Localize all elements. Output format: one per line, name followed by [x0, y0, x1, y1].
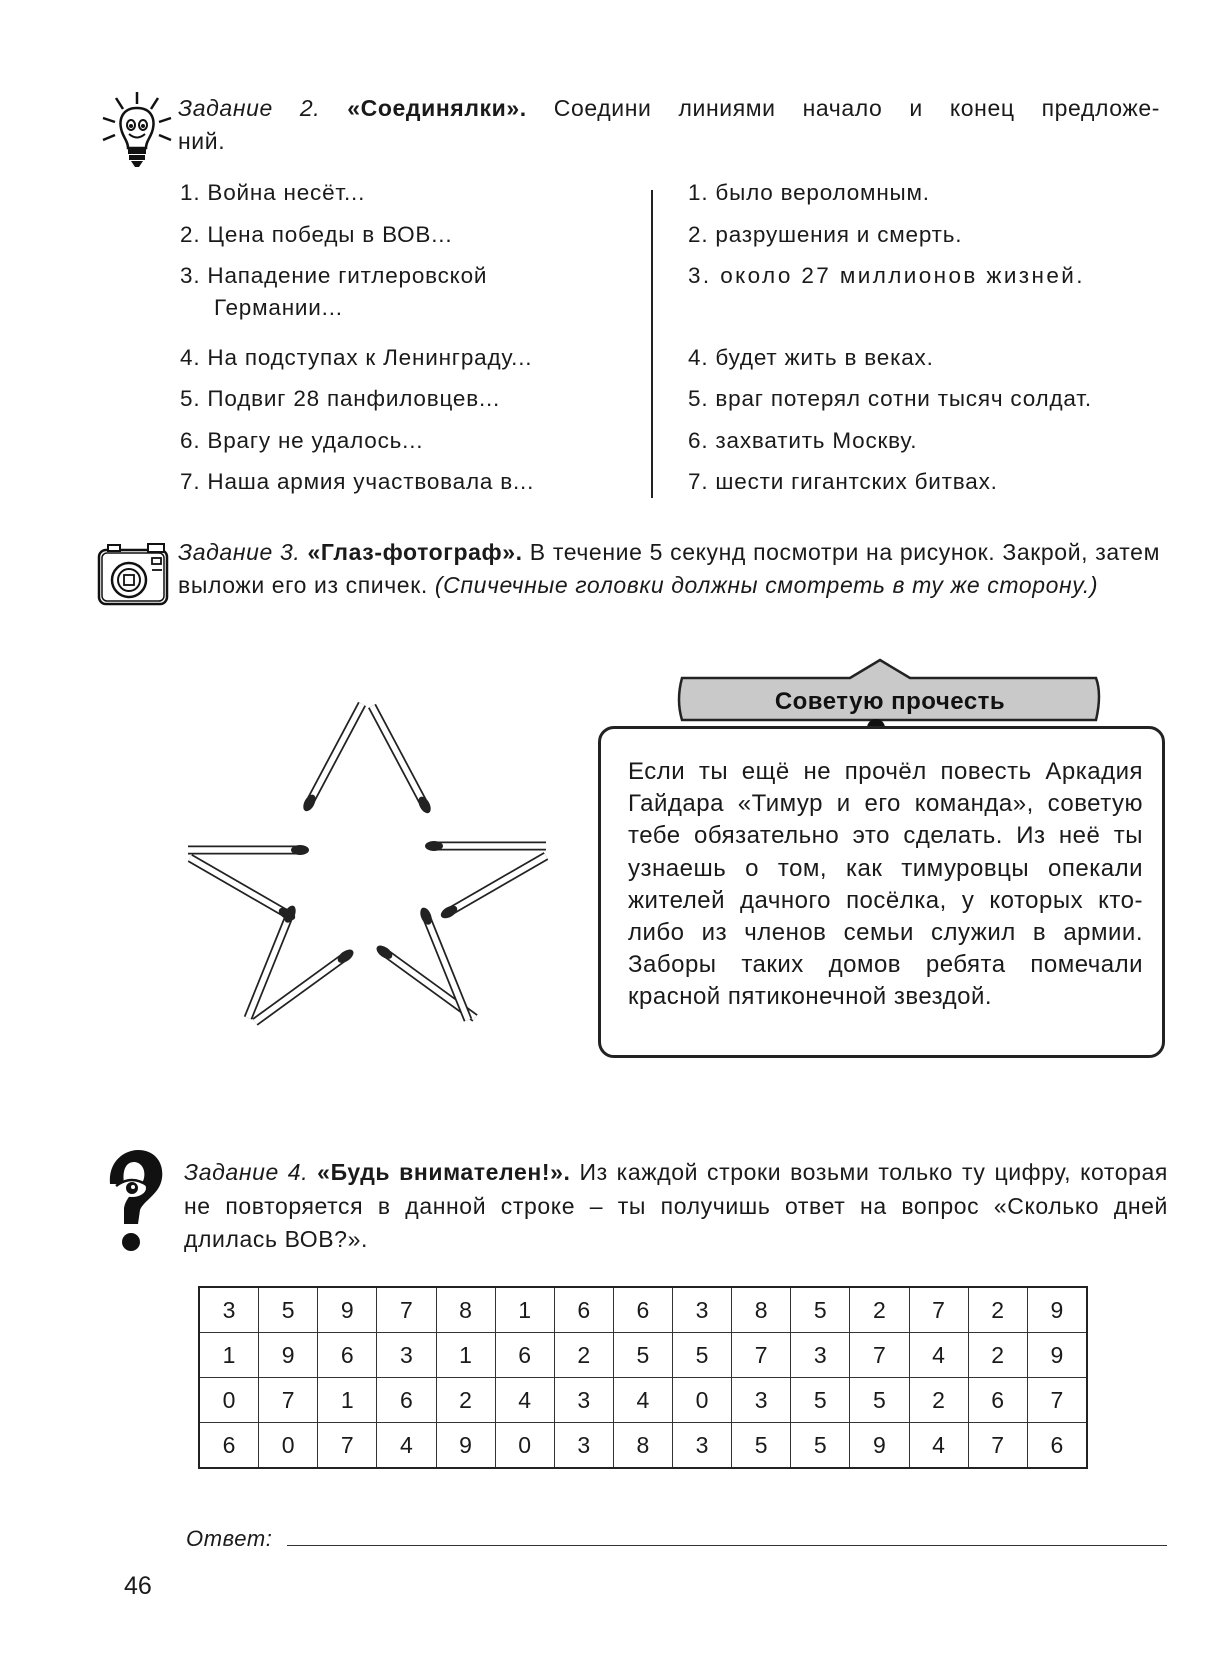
task4-title: «Будь внимателен!». — [317, 1159, 571, 1185]
grid-cell[interactable]: 7 — [968, 1423, 1027, 1469]
left-item-text: 4. На подступах к Ленинграду... — [180, 345, 533, 370]
grid-cell[interactable]: 7 — [850, 1333, 909, 1378]
grid-cell[interactable]: 2 — [554, 1333, 613, 1378]
grid-cell[interactable]: 3 — [673, 1423, 732, 1469]
task4-intro — [184, 1156, 1168, 1257]
grid-cell[interactable]: 2 — [436, 1378, 495, 1423]
advice-text: Если ты ещё не прочёл повесть Аркадия Гайдара «Тимур и его команда», советую тебе обязательно это сделать. Из неё ты узнаешь о том, как тимуровцы опекали жителей дачного посёлка, у которых кто-либо из членов семьи служил в армии. Заборы таких домов ребята помечали красной пятиконечной звездой. — [628, 758, 1143, 1011]
left-item-5[interactable] — [180, 383, 500, 415]
camera-icon — [96, 540, 172, 610]
grid-cell[interactable]: 8 — [613, 1423, 672, 1469]
grid-cell[interactable]: 2 — [968, 1333, 1027, 1378]
grid-cell[interactable]: 8 — [732, 1287, 791, 1333]
grid-cell[interactable]: 6 — [1027, 1423, 1087, 1469]
match-4 — [425, 841, 546, 851]
left-item-text: 6. Врагу не удалось... — [180, 428, 424, 453]
right-item-2[interactable]: 2. разрушения и смерть. — [688, 222, 963, 247]
grid-cell[interactable]: 6 — [495, 1333, 554, 1378]
grid-row — [199, 1378, 1087, 1423]
answer-line[interactable] — [287, 1545, 1167, 1546]
grid-cell[interactable]: 1 — [318, 1378, 377, 1423]
left-item-text: 7. Наша армия участвовала в... — [180, 469, 535, 494]
left-item-text: 1. Война несёт... — [180, 180, 366, 205]
grid-cell[interactable]: 7 — [1027, 1378, 1087, 1423]
grid-cell[interactable]: 9 — [259, 1333, 318, 1378]
task3-intro — [178, 536, 1160, 602]
grid-cell[interactable]: 1 — [495, 1287, 554, 1333]
grid-cell[interactable]: 8 — [436, 1287, 495, 1333]
task2-label: Задание 2. — [178, 95, 321, 121]
grid-cell[interactable]: 1 — [199, 1333, 259, 1378]
grid-cell[interactable]: 6 — [199, 1423, 259, 1469]
grid-cell[interactable]: 2 — [850, 1287, 909, 1333]
grid-cell[interactable]: 7 — [732, 1333, 791, 1378]
grid-cell[interactable]: 7 — [377, 1287, 436, 1333]
left-item-text: 3. Нападение гитлеровской — [180, 263, 488, 288]
grid-cell[interactable]: 6 — [377, 1378, 436, 1423]
task3-label: Задание 3. — [178, 539, 301, 565]
left-item-2[interactable] — [180, 219, 452, 251]
grid-cell[interactable]: 4 — [909, 1423, 968, 1469]
page-number: 46 — [124, 1572, 152, 1600]
grid-cell[interactable]: 0 — [495, 1423, 554, 1469]
grid-cell[interactable]: 9 — [436, 1423, 495, 1469]
match-7 — [243, 904, 298, 1020]
match-1 — [301, 702, 367, 814]
grid-cell[interactable]: 4 — [613, 1378, 672, 1423]
grid-cell[interactable]: 4 — [909, 1333, 968, 1378]
match-2 — [368, 704, 434, 816]
left-item-7[interactable] — [180, 466, 534, 498]
right-item-4[interactable]: 4. будет жить в веках. — [688, 345, 934, 370]
grid-cell[interactable]: 2 — [909, 1378, 968, 1423]
grid-cell[interactable]: 0 — [259, 1423, 318, 1469]
left-item-1[interactable] — [180, 177, 365, 209]
grid-cell[interactable]: 7 — [318, 1423, 377, 1469]
grid-cell[interactable]: 3 — [791, 1333, 850, 1378]
grid-cell[interactable]: 7 — [259, 1378, 318, 1423]
left-item-4[interactable] — [180, 342, 532, 374]
grid-cell[interactable]: 0 — [673, 1378, 732, 1423]
grid-cell[interactable]: 5 — [732, 1423, 791, 1469]
match-6 — [439, 852, 549, 921]
grid-row — [199, 1423, 1087, 1469]
task3-note: (Спичечные головки должны смотреть в ту же сторону.) — [434, 572, 1099, 598]
match-5 — [188, 854, 298, 923]
grid-cell[interactable]: 6 — [968, 1378, 1027, 1423]
task4-label: Задание 4. — [184, 1159, 309, 1185]
grid-cell[interactable]: 6 — [554, 1287, 613, 1333]
grid-row — [199, 1333, 1087, 1378]
grid-cell[interactable]: 3 — [199, 1287, 259, 1333]
task2-instruction-line1: Соедини линиями начало и конец предложе- — [553, 95, 1161, 121]
digit-grid — [198, 1286, 1088, 1469]
right-item-6[interactable]: 6. захватить Москву. — [688, 428, 918, 453]
grid-cell[interactable]: 9 — [1027, 1287, 1087, 1333]
match-3 — [188, 845, 309, 855]
task3-instruction: В течение 5 секунд посмотри на рисунок. Закрой, затем выложи его из спичек. — [178, 539, 1160, 598]
task4-instruction: Из каждой строки возьми только ту цифру, которая не повторяется в данной строке – ты получишь ответ на вопрос «Сколько дней длилась ВОВ?». — [184, 1159, 1168, 1252]
grid-cell[interactable]: 3 — [377, 1333, 436, 1378]
grid-cell[interactable]: 6 — [613, 1287, 672, 1333]
left-item-text: 5. Подвиг 28 панфиловцев... — [180, 386, 501, 411]
grid-cell[interactable]: 1 — [436, 1333, 495, 1378]
grid-cell[interactable]: 5 — [259, 1287, 318, 1333]
grid-cell[interactable]: 4 — [495, 1378, 554, 1423]
advice-banner-title: Советую прочесть — [774, 688, 1006, 715]
grid-cell[interactable]: 5 — [791, 1378, 850, 1423]
grid-cell[interactable]: 5 — [791, 1423, 850, 1469]
task2-intro — [178, 92, 1160, 158]
matchstick-star — [150, 700, 590, 1040]
left-item-text-cont: Германии... — [214, 295, 343, 320]
grid-cell[interactable]: 5 — [613, 1333, 672, 1378]
grid-cell[interactable]: 0 — [199, 1378, 259, 1423]
column-divider — [651, 190, 653, 498]
right-item-5[interactable]: 5. враг потерял сотни тысяч солдат. — [688, 386, 1092, 411]
question-mark-icon — [98, 1146, 168, 1256]
grid-cell[interactable]: 2 — [968, 1287, 1027, 1333]
left-item-6[interactable] — [180, 425, 423, 457]
right-item-1[interactable]: 1. было вероломным. — [688, 180, 930, 205]
grid-cell[interactable]: 3 — [554, 1423, 613, 1469]
lightbulb-icon — [98, 88, 176, 174]
match-10 — [418, 906, 473, 1022]
left-item-3[interactable] — [180, 260, 487, 324]
grid-cell[interactable]: 9 — [850, 1423, 909, 1469]
grid-cell[interactable]: 4 — [377, 1423, 436, 1469]
task3-title: «Глаз-фотограф». — [307, 539, 523, 565]
grid-cell[interactable]: 5 — [850, 1378, 909, 1423]
grid-cell[interactable]: 3 — [732, 1378, 791, 1423]
task2-title: «Соединялки». — [347, 95, 527, 121]
grid-cell[interactable]: 9 — [318, 1287, 377, 1333]
grid-cell[interactable]: 6 — [318, 1333, 377, 1378]
grid-cell[interactable]: 7 — [909, 1287, 968, 1333]
grid-cell[interactable]: 5 — [673, 1333, 732, 1378]
grid-cell[interactable]: 3 — [673, 1287, 732, 1333]
grid-cell[interactable]: 9 — [1027, 1333, 1087, 1378]
grid-cell[interactable]: 5 — [791, 1287, 850, 1333]
grid-row — [199, 1287, 1087, 1333]
right-item-7[interactable]: 7. шести гигантских битвах. — [688, 469, 998, 494]
grid-cell[interactable]: 3 — [554, 1378, 613, 1423]
left-item-text: 2. Цена победы в ВОВ... — [180, 222, 453, 247]
answer-label: Ответ: — [186, 1526, 273, 1551]
right-item-3[interactable]: 3. около 27 миллионов жизней. — [688, 263, 1085, 288]
task2-instruction-line2: ний. — [178, 128, 226, 154]
